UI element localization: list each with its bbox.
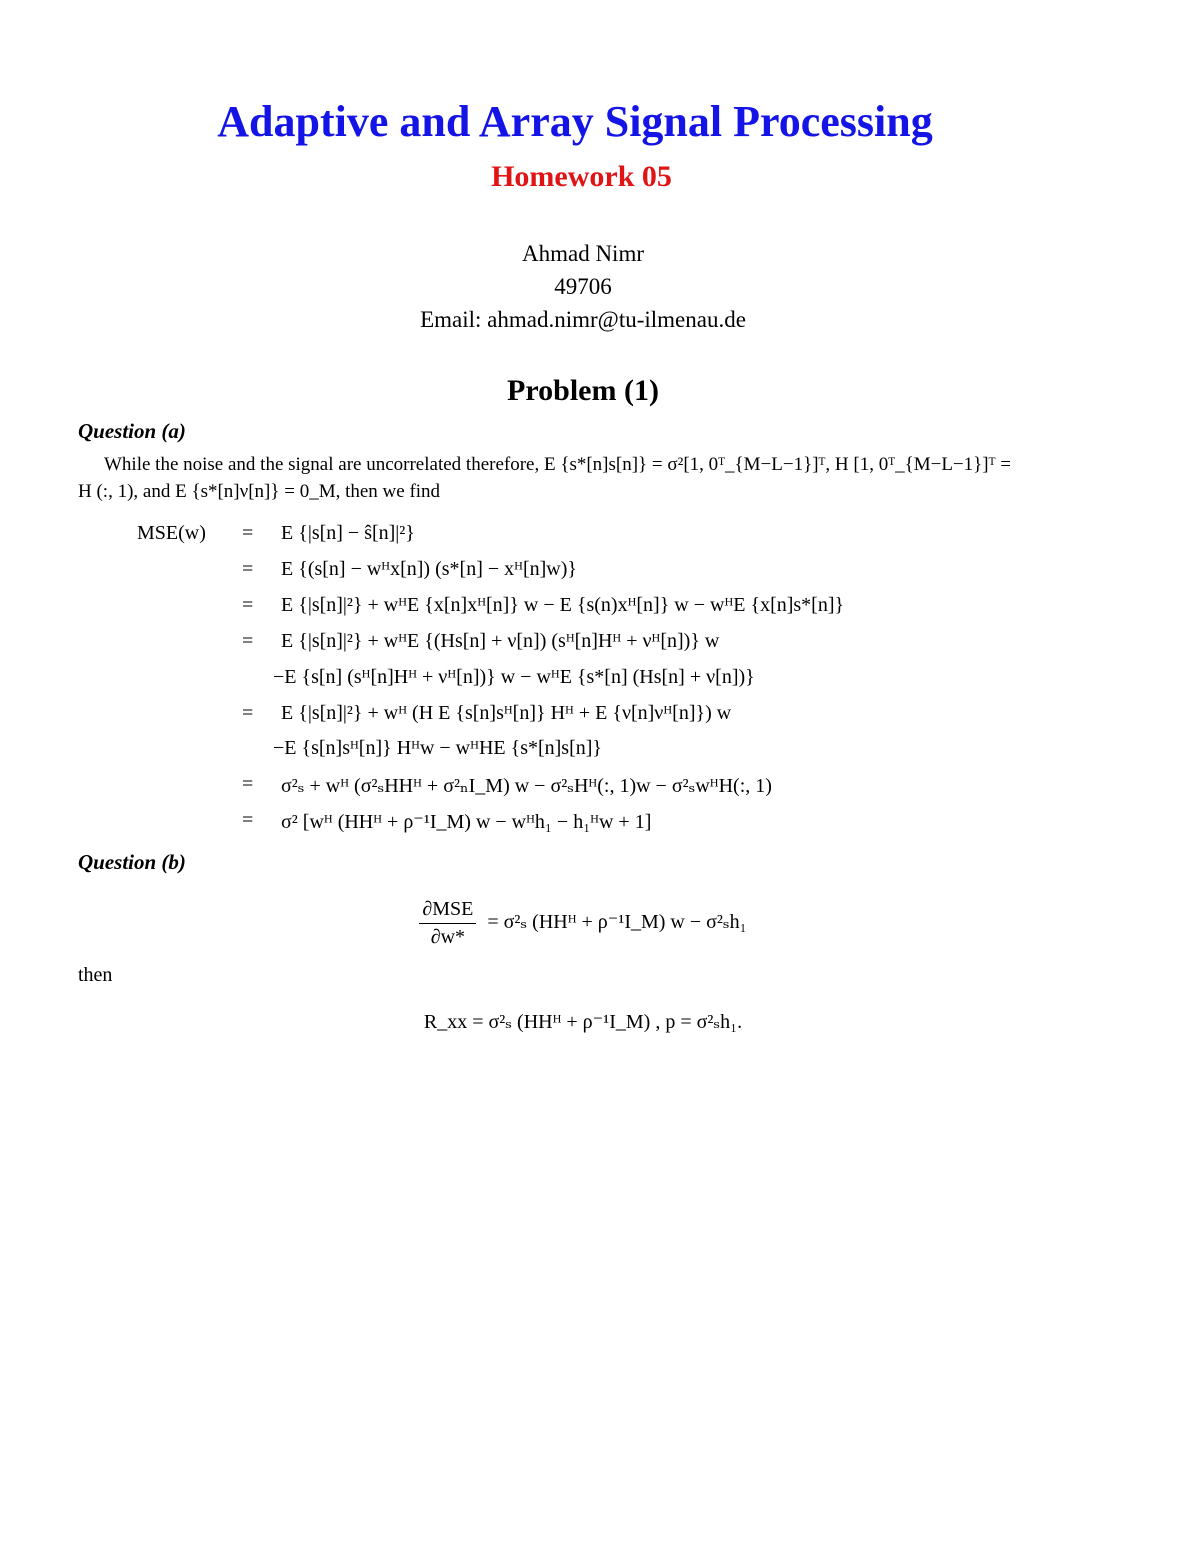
gradient-fraction: [419, 898, 476, 949]
derivation-rhs: E {|s[n]|²} + wᴴE {(Hs[n] + ν[n]) (sᴴ[n]Hᴴ + νᴴ[n])} w: [281, 630, 720, 652]
derivation-lhs: MSE(w): [137, 522, 206, 544]
gradient-numerator: ∂MSE: [419, 898, 476, 924]
author-email: Email: ahmad.nimr@tu-ilmenau.de: [420, 307, 746, 332]
derivation-rhs: σ²ₛ + wᴴ (σ²ₛHHᴴ + σ²ₙI_M) w − σ²ₛHᴴ(:, 1)w − σ²ₛwᴴH(:, 1): [281, 775, 772, 797]
author-id: 49706: [554, 274, 612, 299]
derivation-rhs: σ² [wᴴ (HHᴴ + ρ⁻¹I_M) w − wᴴh₁ − h₁ᴴw + 1]: [281, 811, 652, 833]
document-title: Adaptive and Array Signal Processing: [217, 97, 933, 146]
derivation-relation: =: [242, 522, 254, 544]
derivation-relation: =: [242, 773, 254, 795]
author-name: Ahmad Nimr: [521, 241, 644, 266]
derivation-relation: =: [242, 594, 254, 616]
question-b-label: Question (b): [78, 850, 186, 874]
gradient-equation: [0, 898, 1166, 949]
question-a-label: Question (a): [78, 419, 186, 443]
derivation-relation: =: [242, 558, 254, 580]
derivation-relation: =: [242, 630, 254, 652]
derivation-rhs: E {|s[n]|²} + wᴴE {x[n]xᴴ[n]} w − E {s(n)xᴴ[n]} w − wᴴE {x[n]s*[n]}: [281, 594, 845, 616]
homework-subtitle: Homework 05: [491, 160, 672, 193]
derivation-rhs: E {|s[n] − ŝ[n]|²}: [281, 522, 415, 544]
derivation-rhs: E {(s[n] − wᴴx[n]) (s*[n] − xᴴ[n]w)}: [281, 558, 577, 580]
question-a-intro-line1: While the noise and the signal are uncorrelated therefore, E {s*[n]s[n]} = σ²[1, 0ᵀ_{M−L−1}]ᵀ, H [1, 0ᵀ_{M−L−1}]ᵀ =: [104, 454, 1011, 475]
derivation-relation: =: [242, 702, 254, 724]
derivation-rhs: E {|s[n]|²} + wᴴ (H E {s[n]sᴴ[n]} Hᴴ + E {ν[n]νᴴ[n]}) w: [281, 702, 732, 724]
question-a-intro-line2: H (:, 1), and E {s*[n]ν[n]} = 0_M, then we find: [78, 481, 441, 502]
gradient-denominator: ∂w*: [430, 926, 466, 948]
gradient-rhs: = σ²ₛ (HHᴴ + ρ⁻¹I_M) w − σ²ₛh₁: [487, 911, 747, 934]
result-equation: R_xx = σ²ₛ (HHᴴ + ρ⁻¹I_M) , p = σ²ₛh₁.: [423, 1011, 743, 1033]
problem-heading: Problem (1): [507, 374, 659, 407]
then-text: then: [78, 964, 113, 986]
derivation-rhs: −E {s[n]sᴴ[n]} Hᴴw − wᴴHE {s*[n]s[n]}: [273, 737, 603, 759]
derivation-rhs: −E {s[n] (sᴴ[n]Hᴴ + νᴴ[n])} w − wᴴE {s*[n] (Hs[n] + ν[n])}: [273, 666, 755, 688]
derivation-relation: =: [242, 809, 254, 831]
